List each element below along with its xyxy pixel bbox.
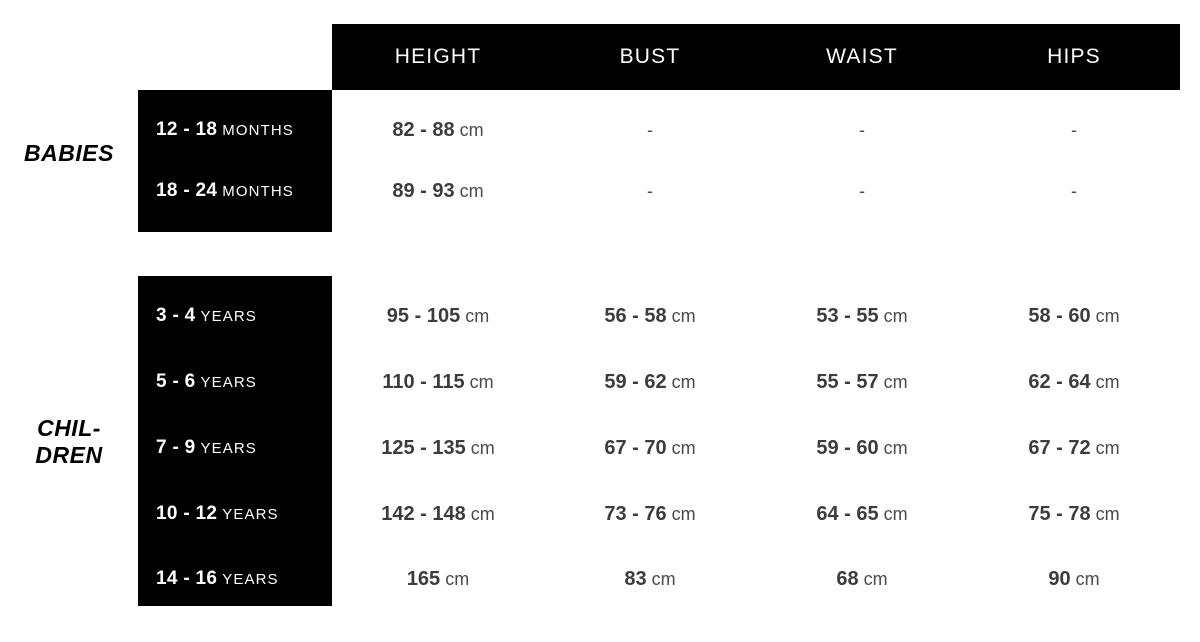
cell-hips-value: 67 - 72 [1028,436,1091,459]
cell-hips [968,437,1180,460]
cell-hips-value: - [1071,119,1077,140]
cell-hips-unit: cm [1095,371,1120,392]
age-unit: YEARS [200,308,257,325]
column-header-waist: WAIST [826,45,898,68]
cell-bust-unit: cm [671,305,696,326]
cell-height-unit: cm [465,305,490,326]
cell-waist [756,371,968,394]
cell-hips-unit: cm [1075,568,1100,589]
age-unit: YEARS [222,506,279,523]
cell-height-value: 110 - 115 [382,370,465,393]
cell-bust-value: - [647,180,653,201]
cell-bust [544,120,756,141]
age-label [138,180,332,202]
table-row [138,420,1180,476]
cell-waist [756,503,968,526]
cell-height-unit: cm [469,371,494,392]
column-header-bust: BUST [619,45,681,68]
cell-bust-value: 59 - 62 [604,370,667,393]
group-caption-children [0,415,138,469]
cell-waist-unit: cm [883,371,908,392]
cell-hips [968,503,1180,526]
column-header-hips: HIPS [1047,45,1101,68]
group-caption-babies-line-1: BABIES [24,140,114,166]
cell-height-value: 125 - 135 [381,436,466,459]
cell-height [332,305,544,328]
cell-waist [756,437,968,460]
cell-waist-value: 53 - 55 [816,304,879,327]
age-range: 14 - 16 [156,568,218,589]
column-header-height: HEIGHT [394,45,482,68]
cell-height-value: 95 - 105 [386,304,461,327]
cell-waist-value: 59 - 60 [816,436,879,459]
cell-hips [968,568,1180,591]
cell-bust-value: 56 - 58 [604,304,667,327]
table-row [138,486,1180,542]
age-unit: YEARS [222,571,279,588]
age-range: 18 - 24 [156,180,218,201]
cell-waist-value: 55 - 57 [816,370,879,393]
group-caption-children-line-1: CHIL- [37,415,101,441]
age-unit: MONTHS [222,122,294,139]
age-unit: MONTHS [222,183,294,200]
cell-bust [544,503,756,526]
age-label [138,437,332,459]
cell-waist [756,568,968,591]
cell-bust [544,181,756,202]
cell-bust-value: 73 - 76 [604,502,667,525]
cell-waist-unit: cm [883,437,908,458]
table-row [138,163,1180,219]
cell-waist-unit: cm [863,568,888,589]
cell-height-value: 165 [406,567,441,590]
cell-height-value: 89 - 93 [392,179,455,202]
age-range: 3 - 4 [156,305,196,326]
cell-waist-value: - [859,119,865,140]
table-row [138,288,1180,344]
cell-bust-value: 83 [624,567,647,590]
table-row [138,551,1180,607]
cell-height-unit: cm [470,503,495,524]
age-label [138,568,332,590]
age-label [138,371,332,393]
table-header-row [332,24,1180,90]
cell-bust-unit: cm [671,371,696,392]
group-caption-children-line-2: DREN [35,442,103,469]
cell-waist-value: 64 - 65 [816,502,879,525]
age-range: 12 - 18 [156,119,218,140]
table-row [138,354,1180,410]
age-range: 5 - 6 [156,371,196,392]
cell-hips-unit: cm [1095,503,1120,524]
cell-height [332,119,544,142]
cell-hips [968,120,1180,141]
cell-hips-unit: cm [1095,305,1120,326]
cell-waist-value: 68 [836,567,859,590]
cell-waist-unit: cm [883,503,908,524]
cell-height [332,568,544,591]
cell-bust [544,437,756,460]
cell-bust-value: 67 - 70 [604,436,667,459]
cell-waist [756,305,968,328]
cell-bust-unit: cm [651,568,676,589]
cell-hips [968,371,1180,394]
cell-hips [968,305,1180,328]
cell-bust [544,568,756,591]
cell-bust-unit: cm [671,503,696,524]
cell-height [332,503,544,526]
cell-bust-unit: cm [671,437,696,458]
cell-bust [544,305,756,328]
cell-height-unit: cm [470,437,495,458]
cell-bust [544,371,756,394]
cell-height [332,180,544,203]
cell-waist-value: - [859,180,865,201]
cell-hips-unit: cm [1095,437,1120,458]
cell-hips-value: 90 [1048,567,1071,590]
cell-hips-value: 58 - 60 [1028,304,1091,327]
age-label [138,503,332,525]
cell-height [332,371,544,394]
cell-hips [968,181,1180,202]
age-range: 10 - 12 [156,503,218,524]
age-range: 7 - 9 [156,437,196,458]
cell-waist [756,181,968,202]
cell-waist-unit: cm [883,305,908,326]
group-caption-babies [0,140,138,167]
table-row [138,102,1180,158]
cell-waist [756,120,968,141]
cell-hips-value: 62 - 64 [1028,370,1091,393]
cell-height-unit: cm [459,180,484,201]
cell-height-value: 82 - 88 [392,118,455,141]
cell-height-unit: cm [445,568,470,589]
age-unit: YEARS [200,440,257,457]
age-label [138,305,332,327]
cell-height-unit: cm [459,119,484,140]
cell-bust-value: - [647,119,653,140]
cell-height-value: 142 - 148 [381,502,466,525]
age-unit: YEARS [200,374,257,391]
cell-height [332,437,544,460]
cell-hips-value: - [1071,180,1077,201]
age-label [138,119,332,141]
cell-hips-value: 75 - 78 [1028,502,1091,525]
